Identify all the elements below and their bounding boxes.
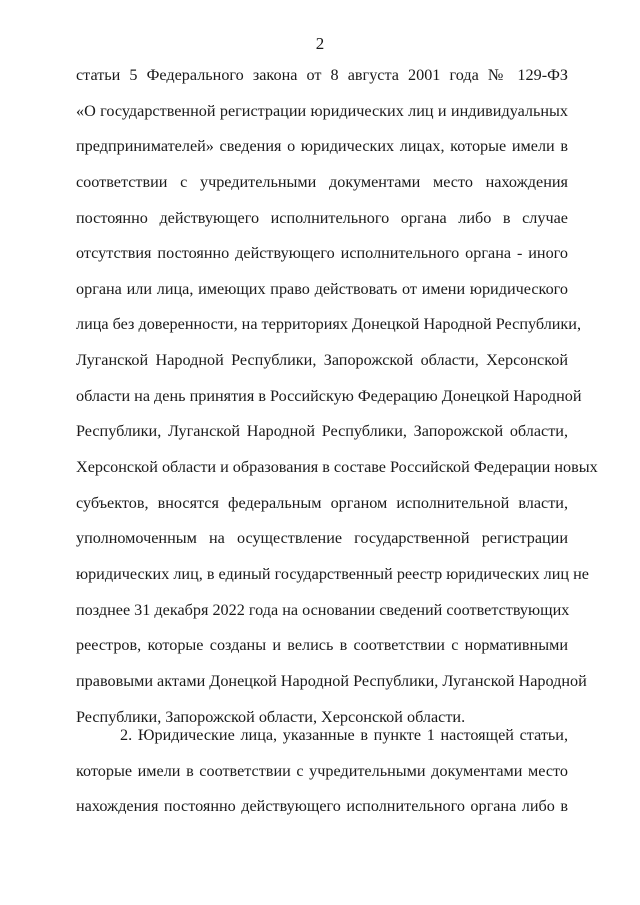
text-line: уполномоченным на осуществление государственной регистрации	[76, 529, 568, 548]
text-line: постоянно действующего исполнительного органа либо в случае	[76, 208, 568, 227]
page-number: 2	[315, 34, 325, 53]
text-line: лица без доверенности, на территориях Донецкой Народной Республики,	[76, 315, 582, 334]
text-line: органа или лица, имеющих право действовать от имени юридического	[76, 279, 568, 298]
text-line: позднее 31 декабря 2022 года на основании сведений соответствующих	[76, 600, 570, 619]
text-line: юридических лиц, в единый государственный реестр юридических лиц не	[76, 564, 589, 583]
text-line: Республики, Запорожской области, Херсонской области.	[76, 707, 466, 726]
text-line: 2. Юридические лица, указанные в пункте 1 настоящей статьи,	[120, 726, 568, 744]
paragraph-item-2	[76, 725, 568, 832]
text-line: статьи 5 Федерального закона от 8 августа 2001 года № 129-ФЗ	[76, 66, 568, 84]
text-line: правовыми актами Донецкой Народной Республики, Луганской Народной	[76, 671, 587, 690]
paragraph-continuation	[76, 65, 598, 742]
text-line: нахождения постоянно действующего исполнительного органа либо в	[76, 797, 568, 816]
text-line: субъектов, вносятся федеральным органом исполнительной власти,	[76, 493, 568, 512]
text-line: предпринимателей» сведения о юридических лицах, которые имели в	[76, 137, 568, 156]
text-line: соответствии с учредительными документами место нахождения	[76, 172, 568, 191]
text-line: Луганской Народной Республики, Запорожской области, Херсонской	[76, 351, 568, 370]
text-line: области на день принятия в Российскую Федерацию Донецкой Народной	[76, 386, 582, 405]
text-line: Республики, Луганской Народной Республики, Запорожской области,	[76, 422, 568, 441]
text-line: реестров, которые созданы и велись в соответствии с нормативными	[76, 636, 568, 655]
text-line: которые имели в соответствии с учредительными документами место	[76, 761, 568, 780]
text-line: «О государственной регистрации юридических лиц и индивидуальных	[76, 101, 568, 120]
text-line: отсутствия постоянно действующего исполнительного органа - иного	[76, 244, 568, 263]
text-line: Херсонской области и образования в составе Российской Федерации новых	[76, 458, 598, 477]
